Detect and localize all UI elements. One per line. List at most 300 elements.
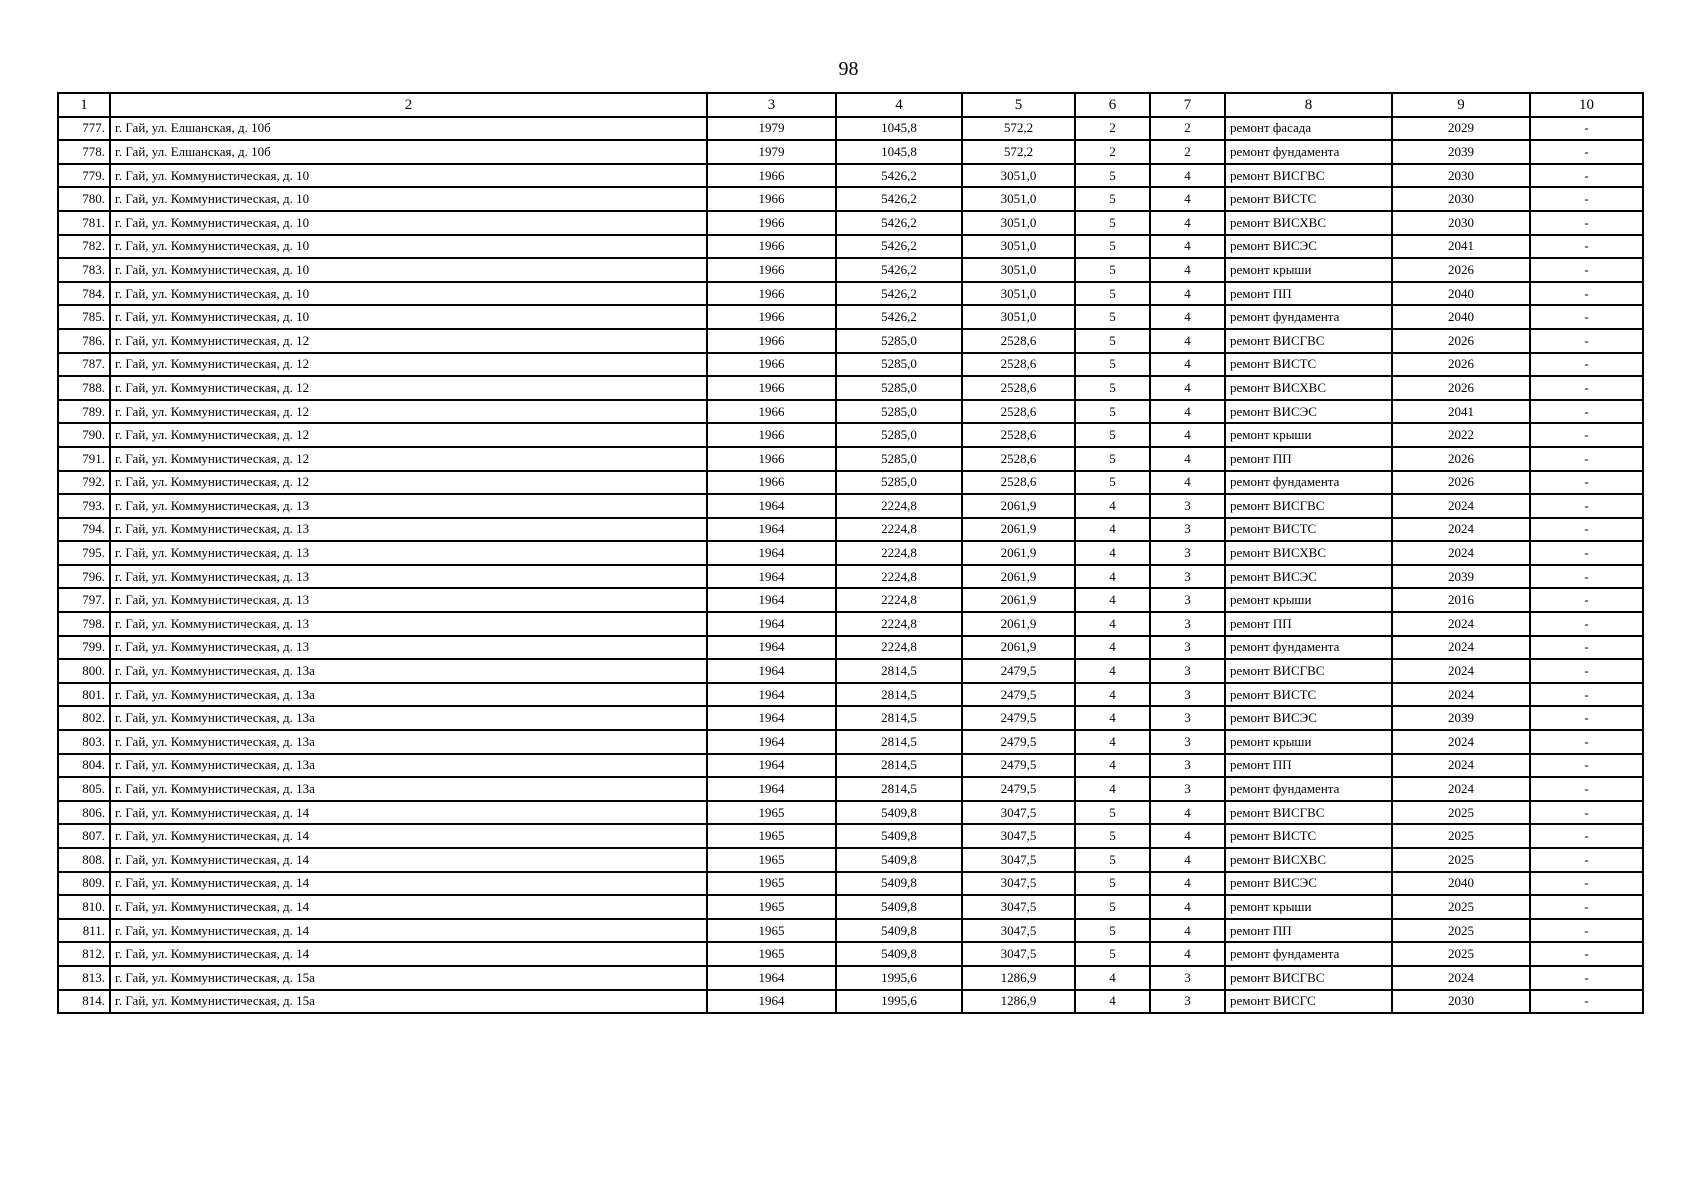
cell-total-area: 5409,8 [836,895,962,919]
cell-entrances: 3 [1150,659,1225,683]
cell-note: - [1530,942,1643,966]
cell-construction-year: 1964 [707,612,836,636]
cell-planned-year: 2030 [1392,990,1530,1014]
cell-row-number: 796. [58,565,110,589]
cell-construction-year: 1966 [707,329,836,353]
cell-repair-type: ремонт ПП [1225,447,1392,471]
cell-floors: 2 [1075,140,1150,164]
cell-entrances: 4 [1150,801,1225,825]
cell-row-number: 814. [58,990,110,1014]
cell-total-area: 5285,0 [836,447,962,471]
cell-floors: 4 [1075,990,1150,1014]
table-row [58,730,1643,754]
cell-total-area: 2224,8 [836,588,962,612]
cell-living-area: 3047,5 [962,801,1075,825]
cell-construction-year: 1965 [707,895,836,919]
table-row [58,895,1643,919]
cell-entrances: 3 [1150,541,1225,565]
cell-repair-type: ремонт ВИСГВС [1225,494,1392,518]
cell-total-area: 1045,8 [836,117,962,141]
cell-row-number: 777. [58,117,110,141]
cell-repair-type: ремонт ВИСЭС [1225,400,1392,424]
cell-living-area: 2061,9 [962,518,1075,542]
cell-floors: 5 [1075,801,1150,825]
cell-repair-type: ремонт ВИСЭС [1225,706,1392,730]
page-number: 98 [838,58,859,80]
cell-construction-year: 1965 [707,872,836,896]
cell-repair-type: ремонт ВИСХВС [1225,211,1392,235]
cell-planned-year: 2026 [1392,329,1530,353]
column-header-2: 2 [110,93,707,117]
cell-planned-year: 2026 [1392,353,1530,377]
cell-row-number: 811. [58,919,110,943]
cell-note: - [1530,990,1643,1014]
cell-total-area: 5426,2 [836,235,962,259]
cell-living-area: 2061,9 [962,612,1075,636]
cell-row-number: 803. [58,730,110,754]
cell-construction-year: 1964 [707,966,836,990]
cell-living-area: 572,2 [962,117,1075,141]
cell-note: - [1530,754,1643,778]
cell-address: г. Гай, ул. Коммунистическая, д. 12 [110,376,707,400]
cell-row-number: 809. [58,872,110,896]
cell-address: г. Гай, ул. Коммунистическая, д. 13 [110,612,707,636]
table-row [58,872,1643,896]
cell-address: г. Гай, ул. Коммунистическая, д. 14 [110,824,707,848]
cell-living-area: 3047,5 [962,848,1075,872]
table-body [58,117,1643,1014]
cell-repair-type: ремонт ВИСТС [1225,824,1392,848]
cell-total-area: 5409,8 [836,824,962,848]
cell-living-area: 2479,5 [962,659,1075,683]
cell-planned-year: 2026 [1392,471,1530,495]
cell-construction-year: 1965 [707,919,836,943]
table-row [58,305,1643,329]
cell-address: г. Гай, ул. Коммунистическая, д. 10 [110,258,707,282]
cell-floors: 5 [1075,919,1150,943]
cell-planned-year: 2024 [1392,754,1530,778]
cell-entrances: 3 [1150,966,1225,990]
cell-row-number: 802. [58,706,110,730]
cell-repair-type: ремонт крыши [1225,423,1392,447]
cell-row-number: 798. [58,612,110,636]
cell-row-number: 807. [58,824,110,848]
cell-entrances: 4 [1150,447,1225,471]
cell-repair-type: ремонт ВИСХВС [1225,541,1392,565]
table-row [58,754,1643,778]
cell-row-number: 800. [58,659,110,683]
cell-row-number: 780. [58,187,110,211]
cell-note: - [1530,471,1643,495]
cell-floors: 5 [1075,211,1150,235]
cell-planned-year: 2024 [1392,494,1530,518]
cell-total-area: 2814,5 [836,706,962,730]
table-row [58,353,1643,377]
cell-address: г. Гай, ул. Коммунистическая, д. 15а [110,990,707,1014]
cell-construction-year: 1965 [707,942,836,966]
cell-planned-year: 2025 [1392,919,1530,943]
cell-entrances: 3 [1150,518,1225,542]
cell-floors: 5 [1075,329,1150,353]
cell-repair-type: ремонт ВИСЭС [1225,565,1392,589]
cell-floors: 5 [1075,235,1150,259]
cell-floors: 5 [1075,895,1150,919]
cell-row-number: 790. [58,423,110,447]
cell-floors: 5 [1075,376,1150,400]
cell-total-area: 2224,8 [836,636,962,660]
cell-address: г. Гай, ул. Коммунистическая, д. 13а [110,659,707,683]
cell-floors: 5 [1075,471,1150,495]
cell-address: г. Гай, ул. Коммунистическая, д. 12 [110,447,707,471]
cell-total-area: 5285,0 [836,353,962,377]
cell-floors: 4 [1075,659,1150,683]
cell-entrances: 3 [1150,683,1225,707]
cell-total-area: 5285,0 [836,329,962,353]
cell-total-area: 5409,8 [836,801,962,825]
cell-total-area: 5285,0 [836,400,962,424]
cell-construction-year: 1966 [707,305,836,329]
cell-floors: 4 [1075,730,1150,754]
cell-floors: 2 [1075,117,1150,141]
cell-repair-type: ремонт крыши [1225,258,1392,282]
cell-planned-year: 2039 [1392,706,1530,730]
cell-address: г. Гай, ул. Коммунистическая, д. 13 [110,565,707,589]
table-row [58,683,1643,707]
cell-living-area: 3051,0 [962,187,1075,211]
cell-repair-type: ремонт ПП [1225,919,1392,943]
cell-note: - [1530,659,1643,683]
column-header-10: 10 [1530,93,1643,117]
cell-floors: 5 [1075,447,1150,471]
table-row [58,140,1643,164]
cell-entrances: 3 [1150,706,1225,730]
cell-note: - [1530,848,1643,872]
cell-repair-type: ремонт ВИСГВС [1225,329,1392,353]
cell-construction-year: 1964 [707,706,836,730]
cell-row-number: 797. [58,588,110,612]
cell-floors: 5 [1075,423,1150,447]
table-row [58,258,1643,282]
cell-living-area: 2479,5 [962,777,1075,801]
cell-entrances: 4 [1150,329,1225,353]
cell-repair-type: ремонт фундамента [1225,140,1392,164]
cell-living-area: 2528,6 [962,376,1075,400]
cell-entrances: 4 [1150,872,1225,896]
table-row [58,824,1643,848]
cell-construction-year: 1966 [707,353,836,377]
cell-planned-year: 2024 [1392,612,1530,636]
cell-construction-year: 1966 [707,258,836,282]
cell-note: - [1530,895,1643,919]
cell-repair-type: ремонт фундамента [1225,777,1392,801]
cell-floors: 5 [1075,187,1150,211]
cell-note: - [1530,164,1643,188]
cell-note: - [1530,400,1643,424]
cell-row-number: 782. [58,235,110,259]
cell-total-area: 5426,2 [836,164,962,188]
cell-address: г. Гай, ул. Коммунистическая, д. 13а [110,706,707,730]
cell-row-number: 794. [58,518,110,542]
cell-construction-year: 1966 [707,164,836,188]
cell-note: - [1530,612,1643,636]
cell-planned-year: 2030 [1392,187,1530,211]
cell-construction-year: 1965 [707,848,836,872]
cell-repair-type: ремонт ПП [1225,612,1392,636]
cell-entrances: 3 [1150,730,1225,754]
cell-total-area: 5409,8 [836,942,962,966]
cell-note: - [1530,447,1643,471]
cell-entrances: 4 [1150,258,1225,282]
cell-floors: 4 [1075,612,1150,636]
cell-living-area: 1286,9 [962,966,1075,990]
cell-floors: 4 [1075,966,1150,990]
cell-repair-type: ремонт ВИСТС [1225,187,1392,211]
cell-total-area: 5409,8 [836,872,962,896]
cell-repair-type: ремонт крыши [1225,730,1392,754]
cell-total-area: 5426,2 [836,187,962,211]
cell-row-number: 785. [58,305,110,329]
column-header-6: 6 [1075,93,1150,117]
cell-construction-year: 1966 [707,400,836,424]
cell-row-number: 808. [58,848,110,872]
cell-row-number: 778. [58,140,110,164]
cell-total-area: 2814,5 [836,777,962,801]
cell-living-area: 3051,0 [962,282,1075,306]
cell-entrances: 4 [1150,211,1225,235]
cell-planned-year: 2026 [1392,376,1530,400]
cell-construction-year: 1966 [707,471,836,495]
cell-construction-year: 1966 [707,282,836,306]
table-row [58,400,1643,424]
cell-floors: 5 [1075,282,1150,306]
cell-repair-type: ремонт фундамента [1225,305,1392,329]
cell-repair-type: ремонт ПП [1225,282,1392,306]
cell-total-area: 5426,2 [836,258,962,282]
cell-planned-year: 2025 [1392,895,1530,919]
cell-planned-year: 2016 [1392,588,1530,612]
cell-row-number: 806. [58,801,110,825]
cell-row-number: 783. [58,258,110,282]
cell-repair-type: ремонт ВИСТС [1225,518,1392,542]
cell-floors: 4 [1075,754,1150,778]
cell-floors: 4 [1075,588,1150,612]
cell-living-area: 3051,0 [962,258,1075,282]
cell-address: г. Гай, ул. Коммунистическая, д. 13а [110,754,707,778]
table-row [58,541,1643,565]
cell-construction-year: 1964 [707,588,836,612]
cell-address: г. Гай, ул. Коммунистическая, д. 14 [110,801,707,825]
cell-living-area: 3047,5 [962,824,1075,848]
cell-note: - [1530,777,1643,801]
cell-planned-year: 2029 [1392,117,1530,141]
cell-repair-type: ремонт ВИСГВС [1225,164,1392,188]
cell-address: г. Гай, ул. Коммунистическая, д. 12 [110,353,707,377]
cell-living-area: 3051,0 [962,235,1075,259]
cell-row-number: 789. [58,400,110,424]
cell-construction-year: 1964 [707,754,836,778]
cell-note: - [1530,282,1643,306]
cell-note: - [1530,565,1643,589]
cell-repair-type: ремонт ВИСГС [1225,990,1392,1014]
cell-note: - [1530,706,1643,730]
cell-row-number: 792. [58,471,110,495]
cell-repair-type: ремонт ВИСЭС [1225,235,1392,259]
table-row [58,990,1643,1014]
cell-row-number: 786. [58,329,110,353]
cell-address: г. Гай, ул. Коммунистическая, д. 13а [110,730,707,754]
cell-row-number: 810. [58,895,110,919]
column-header-5: 5 [962,93,1075,117]
cell-entrances: 3 [1150,636,1225,660]
cell-construction-year: 1966 [707,447,836,471]
cell-address: г. Гай, ул. Коммунистическая, д. 13 [110,588,707,612]
cell-repair-type: ремонт ВИСГВС [1225,801,1392,825]
cell-living-area: 3047,5 [962,872,1075,896]
table-row [58,588,1643,612]
cell-floors: 5 [1075,872,1150,896]
cell-planned-year: 2024 [1392,636,1530,660]
cell-entrances: 3 [1150,612,1225,636]
cell-address: г. Гай, ул. Коммунистическая, д. 12 [110,329,707,353]
cell-total-area: 2814,5 [836,659,962,683]
cell-total-area: 2224,8 [836,518,962,542]
cell-row-number: 787. [58,353,110,377]
cell-planned-year: 2025 [1392,801,1530,825]
cell-address: г. Гай, ул. Елшанская, д. 10б [110,117,707,141]
cell-repair-type: ремонт ВИСТС [1225,353,1392,377]
cell-total-area: 5426,2 [836,305,962,329]
cell-note: - [1530,730,1643,754]
cell-note: - [1530,518,1643,542]
table-row [58,612,1643,636]
cell-entrances: 4 [1150,305,1225,329]
cell-floors: 4 [1075,518,1150,542]
cell-construction-year: 1966 [707,423,836,447]
table-row [58,164,1643,188]
cell-note: - [1530,824,1643,848]
cell-total-area: 1995,6 [836,966,962,990]
cell-construction-year: 1964 [707,494,836,518]
cell-note: - [1530,211,1643,235]
cell-address: г. Гай, ул. Коммунистическая, д. 14 [110,872,707,896]
cell-total-area: 5409,8 [836,848,962,872]
cell-entrances: 3 [1150,588,1225,612]
cell-floors: 5 [1075,848,1150,872]
cell-floors: 5 [1075,400,1150,424]
cell-address: г. Гай, ул. Коммунистическая, д. 12 [110,423,707,447]
cell-note: - [1530,305,1643,329]
table-row [58,801,1643,825]
cell-row-number: 788. [58,376,110,400]
cell-planned-year: 2041 [1392,235,1530,259]
cell-note: - [1530,117,1643,141]
cell-living-area: 2061,9 [962,588,1075,612]
cell-address: г. Гай, ул. Коммунистическая, д. 15а [110,966,707,990]
cell-note: - [1530,541,1643,565]
cell-entrances: 3 [1150,754,1225,778]
cell-construction-year: 1965 [707,824,836,848]
cell-note: - [1530,683,1643,707]
cell-living-area: 2061,9 [962,494,1075,518]
cell-floors: 5 [1075,258,1150,282]
cell-address: г. Гай, ул. Коммунистическая, д. 14 [110,895,707,919]
cell-total-area: 2814,5 [836,730,962,754]
cell-address: г. Гай, ул. Коммунистическая, д. 10 [110,282,707,306]
cell-address: г. Гай, ул. Коммунистическая, д. 12 [110,400,707,424]
column-header-8: 8 [1225,93,1392,117]
cell-planned-year: 2039 [1392,565,1530,589]
cell-entrances: 4 [1150,353,1225,377]
cell-planned-year: 2024 [1392,518,1530,542]
cell-entrances: 2 [1150,117,1225,141]
cell-living-area: 2528,6 [962,471,1075,495]
cell-note: - [1530,636,1643,660]
cell-living-area: 2479,5 [962,754,1075,778]
cell-construction-year: 1964 [707,659,836,683]
column-header-9: 9 [1392,93,1530,117]
cell-repair-type: ремонт ВИСХВС [1225,848,1392,872]
cell-floors: 5 [1075,824,1150,848]
cell-note: - [1530,872,1643,896]
table-row [58,329,1643,353]
cell-living-area: 2528,6 [962,329,1075,353]
cell-planned-year: 2024 [1392,730,1530,754]
table-row [58,919,1643,943]
cell-total-area: 2224,8 [836,612,962,636]
column-header-3: 3 [707,93,836,117]
table-row [58,659,1643,683]
cell-repair-type: ремонт крыши [1225,895,1392,919]
cell-total-area: 5426,2 [836,211,962,235]
cell-note: - [1530,353,1643,377]
cell-construction-year: 1966 [707,187,836,211]
cell-entrances: 4 [1150,824,1225,848]
cell-planned-year: 2030 [1392,211,1530,235]
cell-row-number: 779. [58,164,110,188]
cell-construction-year: 1964 [707,541,836,565]
cell-floors: 5 [1075,305,1150,329]
cell-entrances: 3 [1150,777,1225,801]
cell-note: - [1530,588,1643,612]
cell-floors: 4 [1075,541,1150,565]
cell-planned-year: 2024 [1392,659,1530,683]
cell-address: г. Гай, ул. Коммунистическая, д. 14 [110,919,707,943]
table-row [58,471,1643,495]
cell-repair-type: ремонт ВИСТС [1225,683,1392,707]
cell-construction-year: 1965 [707,801,836,825]
cell-construction-year: 1964 [707,990,836,1014]
cell-repair-type: ремонт фундамента [1225,636,1392,660]
cell-total-area: 2814,5 [836,683,962,707]
cell-row-number: 781. [58,211,110,235]
cell-entrances: 4 [1150,282,1225,306]
cell-row-number: 795. [58,541,110,565]
cell-total-area: 5426,2 [836,282,962,306]
table-row [58,966,1643,990]
cell-note: - [1530,494,1643,518]
cell-repair-type: ремонт ВИСГВС [1225,659,1392,683]
cell-address: г. Гай, ул. Коммунистическая, д. 14 [110,942,707,966]
cell-address: г. Гай, ул. Коммунистическая, д. 10 [110,305,707,329]
cell-planned-year: 2024 [1392,541,1530,565]
cell-living-area: 3047,5 [962,895,1075,919]
cell-construction-year: 1964 [707,636,836,660]
cell-entrances: 4 [1150,942,1225,966]
cell-living-area: 2479,5 [962,730,1075,754]
table-row [58,942,1643,966]
cell-total-area: 5285,0 [836,376,962,400]
table-row [58,376,1643,400]
